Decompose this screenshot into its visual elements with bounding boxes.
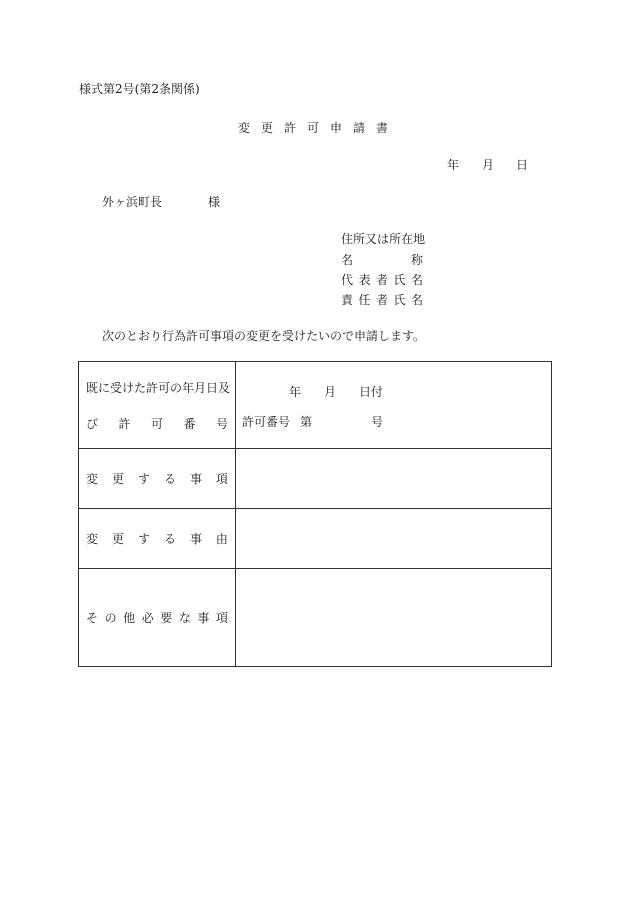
table-row xyxy=(79,449,552,509)
previous-permit-label-line2: び 許 可 番 号 xyxy=(86,416,228,431)
previous-permit-value-cell[interactable] xyxy=(236,362,552,449)
change-items-label-cell xyxy=(79,449,236,509)
table-row xyxy=(79,509,552,569)
date-day-label: 日 xyxy=(516,158,529,172)
addressee-name: 外ヶ浜町長 xyxy=(102,195,163,209)
application-table xyxy=(78,361,552,667)
applicant-representative-label: 代 表 者 氏 名 xyxy=(341,273,423,287)
change-items-label: 変 更 す る 事 項 xyxy=(86,472,228,486)
permit-year-label: 年 xyxy=(289,385,302,399)
permit-number-prefix: 第 xyxy=(300,415,313,429)
applicant-responsible-label: 責 任 者 氏 名 xyxy=(341,293,423,307)
change-items-value-cell[interactable] xyxy=(236,449,552,509)
request-statement: 次のとおり行為許可事項の変更を受けたいので申請します。 xyxy=(102,329,426,343)
permit-number-suffix: 号 xyxy=(371,415,384,429)
table-row xyxy=(79,362,552,449)
permit-number-label: 許可番号 xyxy=(242,415,291,429)
table-row xyxy=(79,569,552,667)
change-reason-value-cell[interactable] xyxy=(236,509,552,569)
form-number: 様式第2号(第2条関係) xyxy=(79,82,200,96)
permit-month-label: 月 xyxy=(324,385,337,399)
previous-permit-label-cell xyxy=(79,362,236,449)
applicant-address-label: 住所又は所在地 xyxy=(341,232,426,246)
addressee-suffix: 様 xyxy=(208,195,221,209)
date-month-label: 月 xyxy=(482,158,495,172)
date-year-label: 年 xyxy=(447,158,460,172)
other-items-label: そ の 他 必 要 な 事 項 xyxy=(86,611,228,625)
other-items-value-cell[interactable] xyxy=(236,569,552,667)
document-title: 変更許可申請書 xyxy=(238,121,400,135)
previous-permit-label-line1: 既に受けた許可の年月日及 xyxy=(86,380,231,395)
change-reason-label-cell xyxy=(79,509,236,569)
permit-day-label: 日付 xyxy=(359,385,384,399)
change-reason-label: 変 更 す る 事 由 xyxy=(86,532,228,546)
applicant-name-label: 名 称 xyxy=(341,253,423,267)
other-items-label-cell xyxy=(79,569,236,667)
